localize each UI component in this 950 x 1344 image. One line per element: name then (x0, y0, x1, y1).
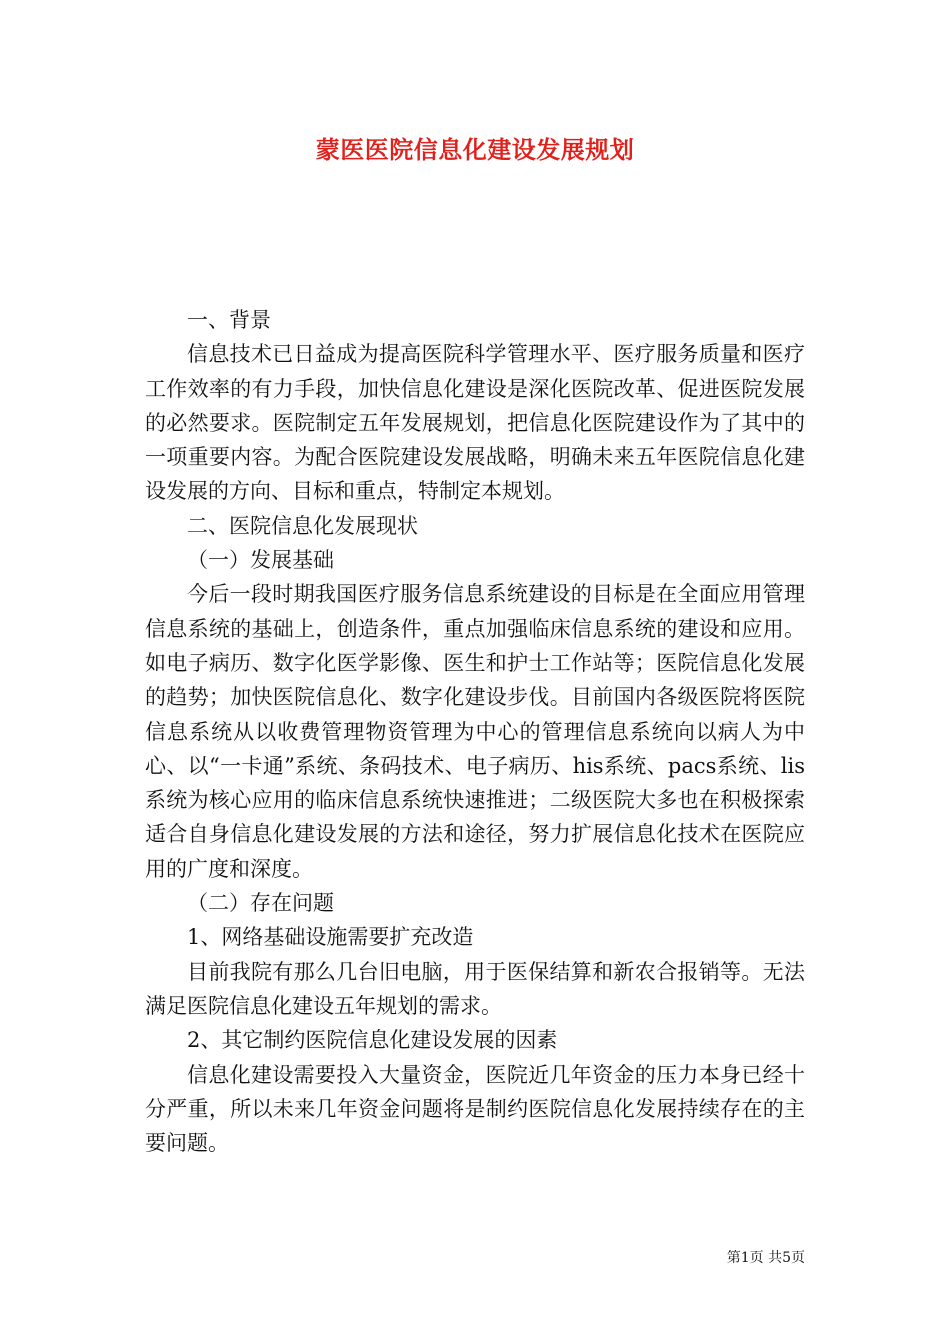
document-title: 蒙医医院信息化建设发展规划 (315, 135, 635, 164)
item-heading-other-factors: 2、其它制约医院信息化建设发展的因素 (187, 1028, 558, 1053)
paragraph-network: 目前我院有那么几台旧电脑，用于医保结算和新农合报销等。无法满足医院信息化建设五年规划的需求。 (145, 959, 805, 1018)
paragraph-background: 信息技术已日益成为提高医院科学管理水平、医疗服务质量和医疗工作效率的有力手段，加快信息化建设是深化医院改革、促进医院发展的必然要求。医院制定五年发展规划，把信息化医院建设作为了其中的一项重要内容。为配合医院建设发展战略，明确未来五年医院信息化建设发展的方向、目标和重点，特制定本规划。 (145, 342, 805, 504)
item-heading-network: 1、网络基础设施需要扩充改造 (187, 925, 474, 950)
section-heading-background: 一、背景 (187, 308, 271, 332)
page-number: 第1页 共5页 (726, 1250, 805, 1266)
subsection-heading-problems: （二）存在问题 (187, 891, 334, 916)
paragraph-other-factors: 信息化建设需要投入大量资金，医院近几年资金的压力本身已经十分严重，所以未来几年资金问题将是制约医院信息化发展持续存在的主要问题。 (145, 1062, 805, 1156)
paragraph-foundation: 今后一段时期我国医疗服务信息系统建设的目标是在全面应用管理信息系统的基础上，创造条件，重点加强临床信息系统的建设和应用。如电子病历、数字化医学影像、医生和护士工作站等；医院信息化发展的趋势；加快医院信息化、数字化建设步伐。目前国内各级医院将医院信息系统从以收费管理物资管理为中心的管理信息系统向以病人为中心、以“一卡通”系统、条码技术、电子病历、his系统、pacs系统、lis系统为核心应用的临床信息系统快速推进；二级医院大多也在积极探索适合自身信息化建设发展的方法和途径，努力扩展信息化技术在医院应用的广度和深度。 (145, 582, 805, 881)
document-body (145, 303, 805, 1160)
section-heading-status: 二、医院信息化发展现状 (187, 513, 418, 538)
subsection-heading-foundation: （一）发展基础 (187, 548, 334, 573)
